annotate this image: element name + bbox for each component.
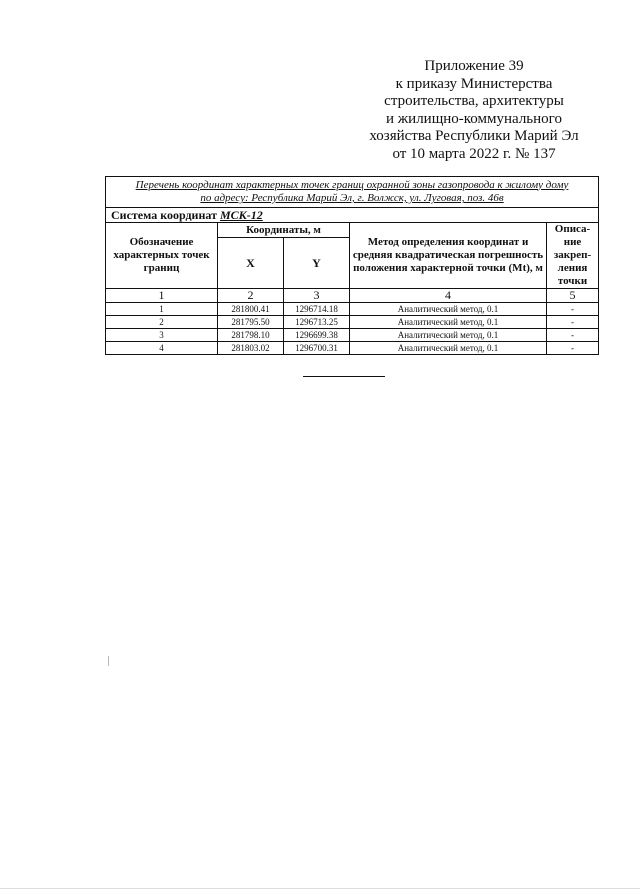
cell-description: - — [547, 329, 599, 342]
cell-x: 281800.41 — [218, 303, 284, 316]
coordinate-system-value: МСК-12 — [219, 208, 263, 222]
cell-y: 1296713.25 — [284, 316, 350, 329]
table-title — [106, 177, 599, 208]
column-number: 2 — [218, 289, 284, 303]
column-header-x: X — [218, 238, 284, 289]
column-header-point: Обозначение характерных точек границ — [106, 223, 218, 289]
header-line-4: и жилищно-коммунального — [386, 110, 562, 127]
column-header-description: Описа-ние закреп-ления точки — [547, 223, 599, 289]
cell-point: 1 — [106, 303, 218, 316]
cell-x: 281795.50 — [218, 316, 284, 329]
column-header-coordinates: Координаты, м — [218, 223, 350, 238]
table-row — [106, 329, 599, 342]
appendix-header — [360, 58, 588, 163]
column-number: 4 — [350, 289, 547, 303]
coordinate-system-label: Система координат — [111, 208, 217, 222]
cell-method: Аналитический метод, 0.1 — [350, 342, 547, 355]
table-title-line-1: Перечень координат характерных точек границ охранной зоны газопровода к жилому дому — [135, 178, 569, 191]
cell-method: Аналитический метод, 0.1 — [350, 329, 547, 342]
header-line-5: хозяйства Республики Марий Эл — [369, 128, 579, 144]
cell-y: 1296714.18 — [284, 303, 350, 316]
page-edge-line — [0, 888, 640, 889]
cell-point: 3 — [106, 329, 218, 342]
column-header-y: Y — [284, 238, 350, 289]
cell-point: 4 — [106, 342, 218, 355]
scan-mark — [108, 656, 109, 666]
cell-y: 1296699.38 — [284, 329, 350, 342]
table-row — [106, 342, 599, 355]
cell-method: Аналитический метод, 0.1 — [350, 303, 547, 316]
table-title-line-2: по адресу: Республика Марий Эл, г. Волжск, ул. Луговая, поз. 46в — [200, 192, 504, 204]
header-line-1: Приложение 39 — [424, 58, 524, 74]
coordinate-system-row — [106, 208, 599, 223]
column-header-method: Метод определения координат и средняя квадратическая погрешность положения характерной точки (Mt), м — [350, 223, 547, 289]
column-number: 3 — [284, 289, 350, 303]
header-line-2: к приказу Министерства — [395, 75, 553, 92]
column-numbers-row — [106, 289, 599, 303]
cell-x: 281798.10 — [218, 329, 284, 342]
coordinates-table — [105, 176, 599, 355]
cell-description: - — [547, 342, 599, 355]
table-row — [106, 316, 599, 329]
separator-line — [303, 376, 385, 377]
cell-y: 1296700.31 — [284, 342, 350, 355]
cell-description: - — [547, 316, 599, 329]
cell-method: Аналитический метод, 0.1 — [350, 316, 547, 329]
header-line-6: от 10 марта 2022 г. № 137 — [392, 145, 556, 162]
column-number: 5 — [547, 289, 599, 303]
cell-x: 281803.02 — [218, 342, 284, 355]
cell-point: 2 — [106, 316, 218, 329]
table-row — [106, 303, 599, 316]
header-line-3: строительства, архитектуры — [384, 93, 564, 109]
column-number: 1 — [106, 289, 218, 303]
cell-description: - — [547, 303, 599, 316]
